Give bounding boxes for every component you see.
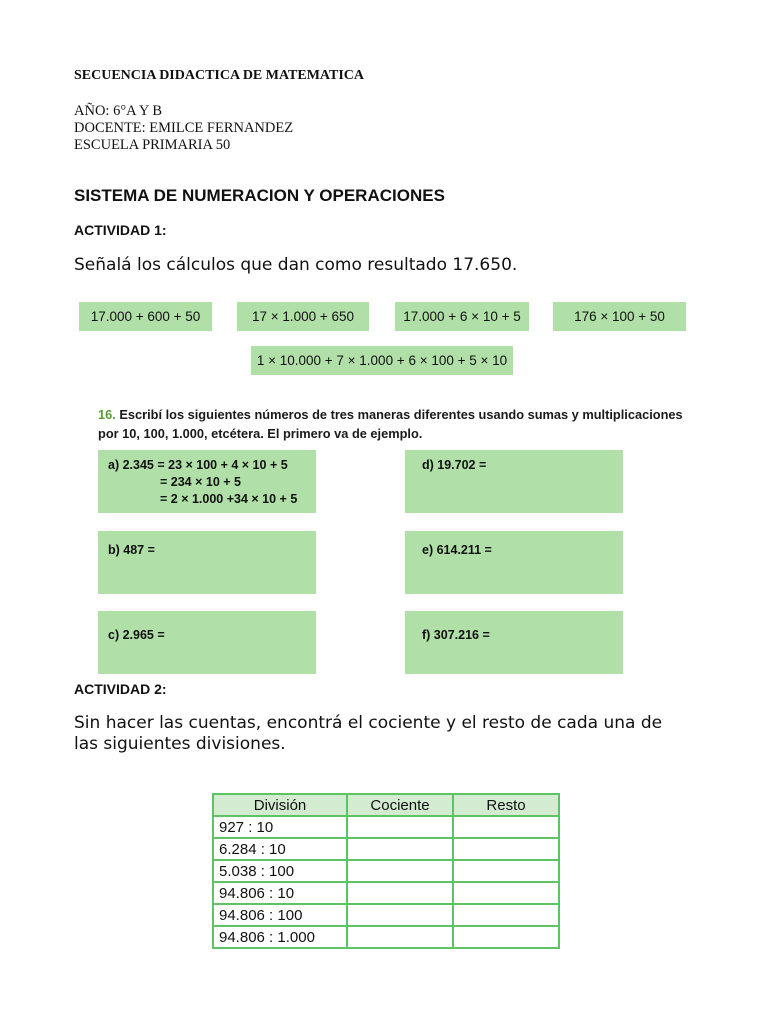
exercise-box-d[interactable] (405, 450, 623, 513)
exercise-box-f[interactable] (405, 611, 623, 674)
division-cell: 927 : 10 (213, 816, 347, 838)
activity2-label: ACTIVIDAD 2: (74, 681, 167, 697)
exercise-f-label: f) 307.216 = (422, 628, 490, 642)
header-cociente: Cociente (347, 794, 453, 816)
calc-box-4[interactable]: 176 × 100 + 50 (553, 302, 686, 331)
school-line: ESCUELA PRIMARIA 50 (74, 137, 231, 153)
calc-box-3[interactable]: 17.000 + 6 × 10 + 5 (395, 302, 529, 331)
exercise-box-b[interactable] (98, 531, 316, 594)
exercise16-number: 16. (98, 407, 116, 422)
division-cell: 5.038 : 100 (213, 860, 347, 882)
calc-box-1[interactable]: 17.000 + 600 + 50 (79, 302, 212, 331)
table-row (213, 816, 559, 838)
exercise-e-label: e) 614.211 = (422, 543, 492, 557)
activity2-prompt-line1: Sin hacer las cuentas, encontrá el cociente y el resto de cada una de (74, 713, 663, 733)
document-title: SECUENCIA DIDACTICA DE MATEMATICA (74, 68, 365, 83)
cociente-cell[interactable] (347, 816, 453, 838)
table-row (213, 860, 559, 882)
resto-cell[interactable] (453, 860, 559, 882)
table-row (213, 838, 559, 860)
table-row (213, 926, 559, 948)
table-row (213, 904, 559, 926)
table-row (213, 882, 559, 904)
exercise-a-label: a) 2.345 = 23 × 100 + 4 × 10 + 5 (108, 458, 288, 472)
activity1-label: ACTIVIDAD 1: (74, 222, 167, 238)
cociente-cell[interactable] (347, 838, 453, 860)
resto-cell[interactable] (453, 926, 559, 948)
exercise-d-label: d) 19.702 = (422, 458, 487, 472)
activity1-prompt: Señalá los cálculos que dan como resultado 17.650. (74, 255, 518, 275)
division-table (212, 793, 560, 949)
resto-cell[interactable] (453, 904, 559, 926)
cociente-cell[interactable] (347, 904, 453, 926)
calc-box-5[interactable]: 1 × 10.000 + 7 × 1.000 + 6 × 100 + 5 × 10 (251, 346, 513, 375)
resto-cell[interactable] (453, 816, 559, 838)
teacher-line: DOCENTE: EMILCE FERNANDEZ (74, 120, 294, 136)
exercise16-instructions (98, 405, 688, 443)
division-cell: 6.284 : 10 (213, 838, 347, 860)
cociente-cell[interactable] (347, 860, 453, 882)
activity2-prompt-line2: las siguientes divisiones. (74, 734, 286, 754)
resto-cell[interactable] (453, 882, 559, 904)
resto-cell[interactable] (453, 838, 559, 860)
calc-box-2[interactable]: 17 × 1.000 + 650 (237, 302, 369, 331)
division-cell: 94.806 : 100 (213, 904, 347, 926)
cociente-cell[interactable] (347, 882, 453, 904)
year-line: AÑO: 6°A Y B (74, 103, 163, 119)
exercise16-text: Escribí los siguientes números de tres maneras diferentes usando sumas y multiplicaciones por 10, 100, 1.000, etcétera. El primero va de ejemplo. (98, 407, 683, 441)
exercise-b-label: b) 487 = (108, 543, 155, 557)
division-cell: 94.806 : 10 (213, 882, 347, 904)
section-title: SISTEMA DE NUMERACION Y OPERACIONES (74, 186, 445, 205)
division-cell: 94.806 : 1.000 (213, 926, 347, 948)
exercise-box-a[interactable] (98, 450, 316, 513)
header-resto: Resto (453, 794, 559, 816)
exercise-a-line2: = 234 × 10 + 5 (160, 475, 241, 489)
exercise-box-c[interactable] (98, 611, 316, 674)
exercise-c-label: c) 2.965 = (108, 628, 165, 642)
exercise-box-e[interactable] (405, 531, 623, 594)
header-division: División (213, 794, 347, 816)
cociente-cell[interactable] (347, 926, 453, 948)
exercise-a-line3: = 2 × 1.000 +34 × 10 + 5 (160, 492, 298, 506)
table-header-row (213, 794, 559, 816)
